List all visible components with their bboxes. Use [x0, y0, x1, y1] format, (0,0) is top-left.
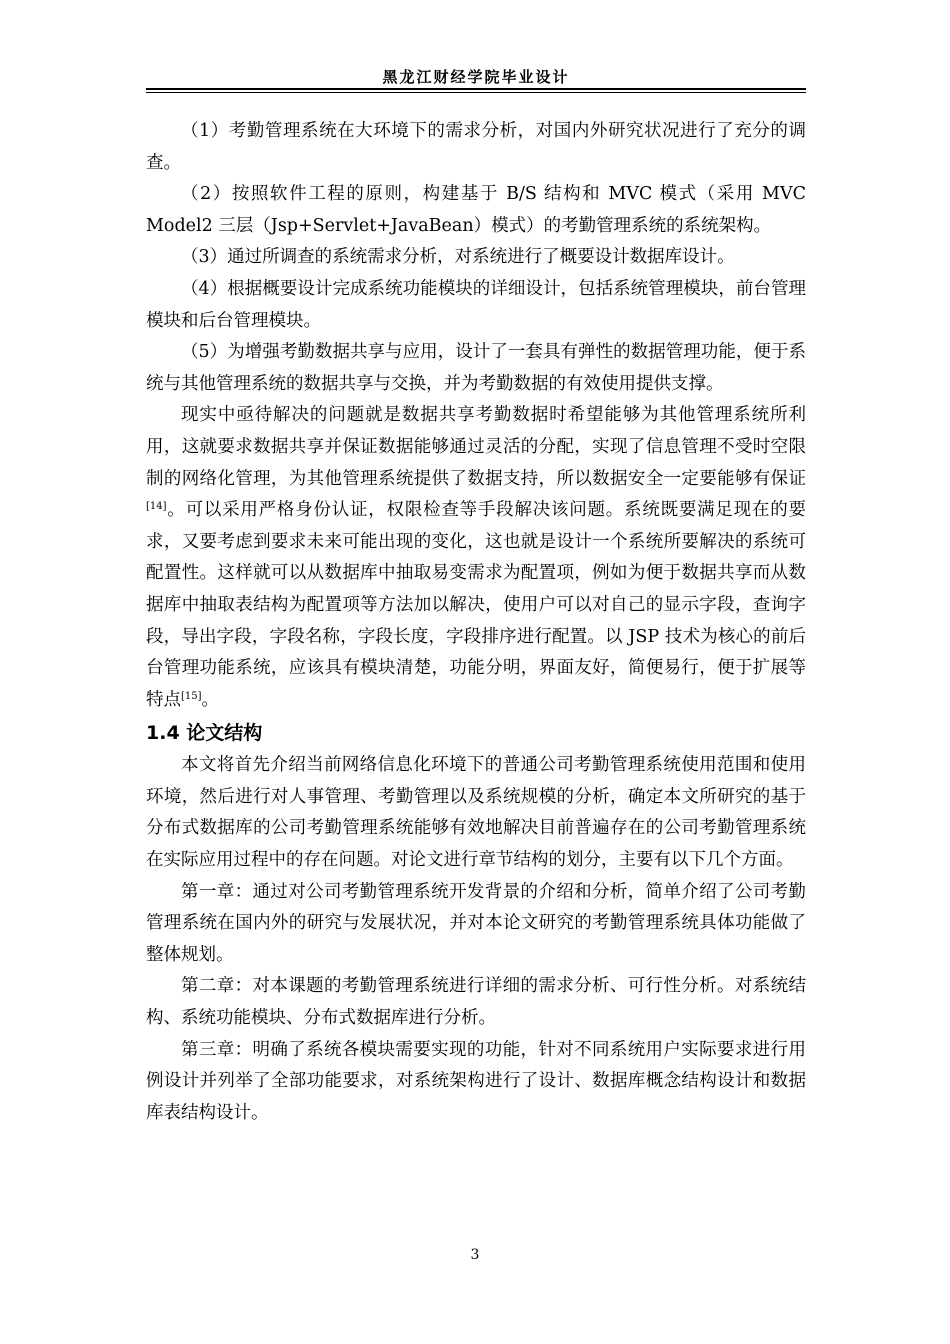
section-heading: 1.4 论文结构: [146, 722, 263, 745]
paragraph-item-5: （5）为增强考勤数据共享与应用，设计了一套具有弹性的数据管理功能，便于系统与其他管理系统的数据共享与交换，并为考勤数据的有效使用提供支撑。: [146, 342, 806, 394]
paragraph-reality-part3: 。: [201, 689, 220, 710]
citation-15: [15]: [181, 690, 202, 702]
paragraph-chapter-2: 第二章：对本课题的考勤管理系统进行详细的需求分析、可行性分析。对系统结构、系统功能模块、分布式数据库进行分析。: [146, 976, 806, 1029]
document-body: [146, 116, 806, 1129]
page-number: 3: [470, 1247, 480, 1263]
paragraph-item-3: （3）通过所调查的系统需求分析，对系统进行了概要设计数据库设计。: [181, 247, 735, 268]
paragraph-reality-part2: 。可以采用严格身份认证，权限检查等手段解决该问题。系统既要满足现在的要求，又要考虑到要求未来可能出现的变化，这也就是设计一个系统所要解决的系统可配置性。这样就可以从数据库中抽取易变需求为配置项，例如为便于数据共享而从数据库中抽取表结构为配置项等方法加以解决，使用户可以对自己的显示字段，查询字段，导出字段，字段名称，字段长度，字段排序进行配置。以 JSP 技术为核心的前后台管理功能系统，应该具有模块清楚，功能分明，界面友好，简便易行，便于扩展等特点: [146, 500, 806, 710]
paragraph-chapter-1: 第一章：通过对公司考勤管理系统开发背景的介绍和分析，简单介绍了公司考勤管理系统在国内外的研究与发展状况，并对本论文研究的考勤管理系统具体功能做了整体规划。: [146, 881, 806, 965]
header-rule-thick: [146, 88, 806, 90]
paragraph-item-1: （1）考勤管理系统在大环境下的需求分析，对国内外研究状况进行了充分的调查。: [146, 121, 806, 173]
paragraph-item-4: （4）根据概要设计完成系统功能模块的详细设计，包括系统管理模块，前台管理模块和后台管理模块。: [146, 278, 806, 331]
page-header-title: 黑龙江财经学院毕业设计: [382, 68, 570, 86]
header-rule-thin: [146, 92, 806, 93]
paragraph-reality: [146, 400, 806, 716]
paragraph-item-2: （2）按照软件工程的原则，构建基于 B/S 结构和 MVC 模式（采用 MVC Model2 三层（Jsp+Servlet+JavaBean）模式）的考勤管理系统的系统架构。: [146, 184, 806, 236]
paragraph-reality-part1: 现实中亟待解决的问题就是数据共享考勤数据时希望能够为其他管理系统所利用，这就要求数据共享并保证数据能够通过灵活的分配，实现了信息管理不受时空限制的网络化管理，为其他管理系统提供了数据支持，所以数据安全一定要能够有保证: [146, 405, 806, 489]
paragraph-chapter-3: 第三章：明确了系统各模块需要实现的功能，针对不同系统用户实际要求进行用例设计并列举了全部功能要求，对系统架构进行了设计、数据库概念结构设计和数据库表结构设计。: [146, 1039, 806, 1123]
paragraph-structure-intro: 本文将首先介绍当前网络信息化环境下的普通公司考勤管理系统使用范围和使用环境，然后进行对人事管理、考勤管理以及系统规模的分析，确定本文所研究的基于分布式数据库的公司考勤管理系统能够有效地解决目前普遍存在的公司考勤管理系统在实际应用过程中的存在问题。对论文进行章节结构的划分，主要有以下几个方面。: [146, 755, 806, 871]
citation-14: [14]: [146, 501, 167, 513]
